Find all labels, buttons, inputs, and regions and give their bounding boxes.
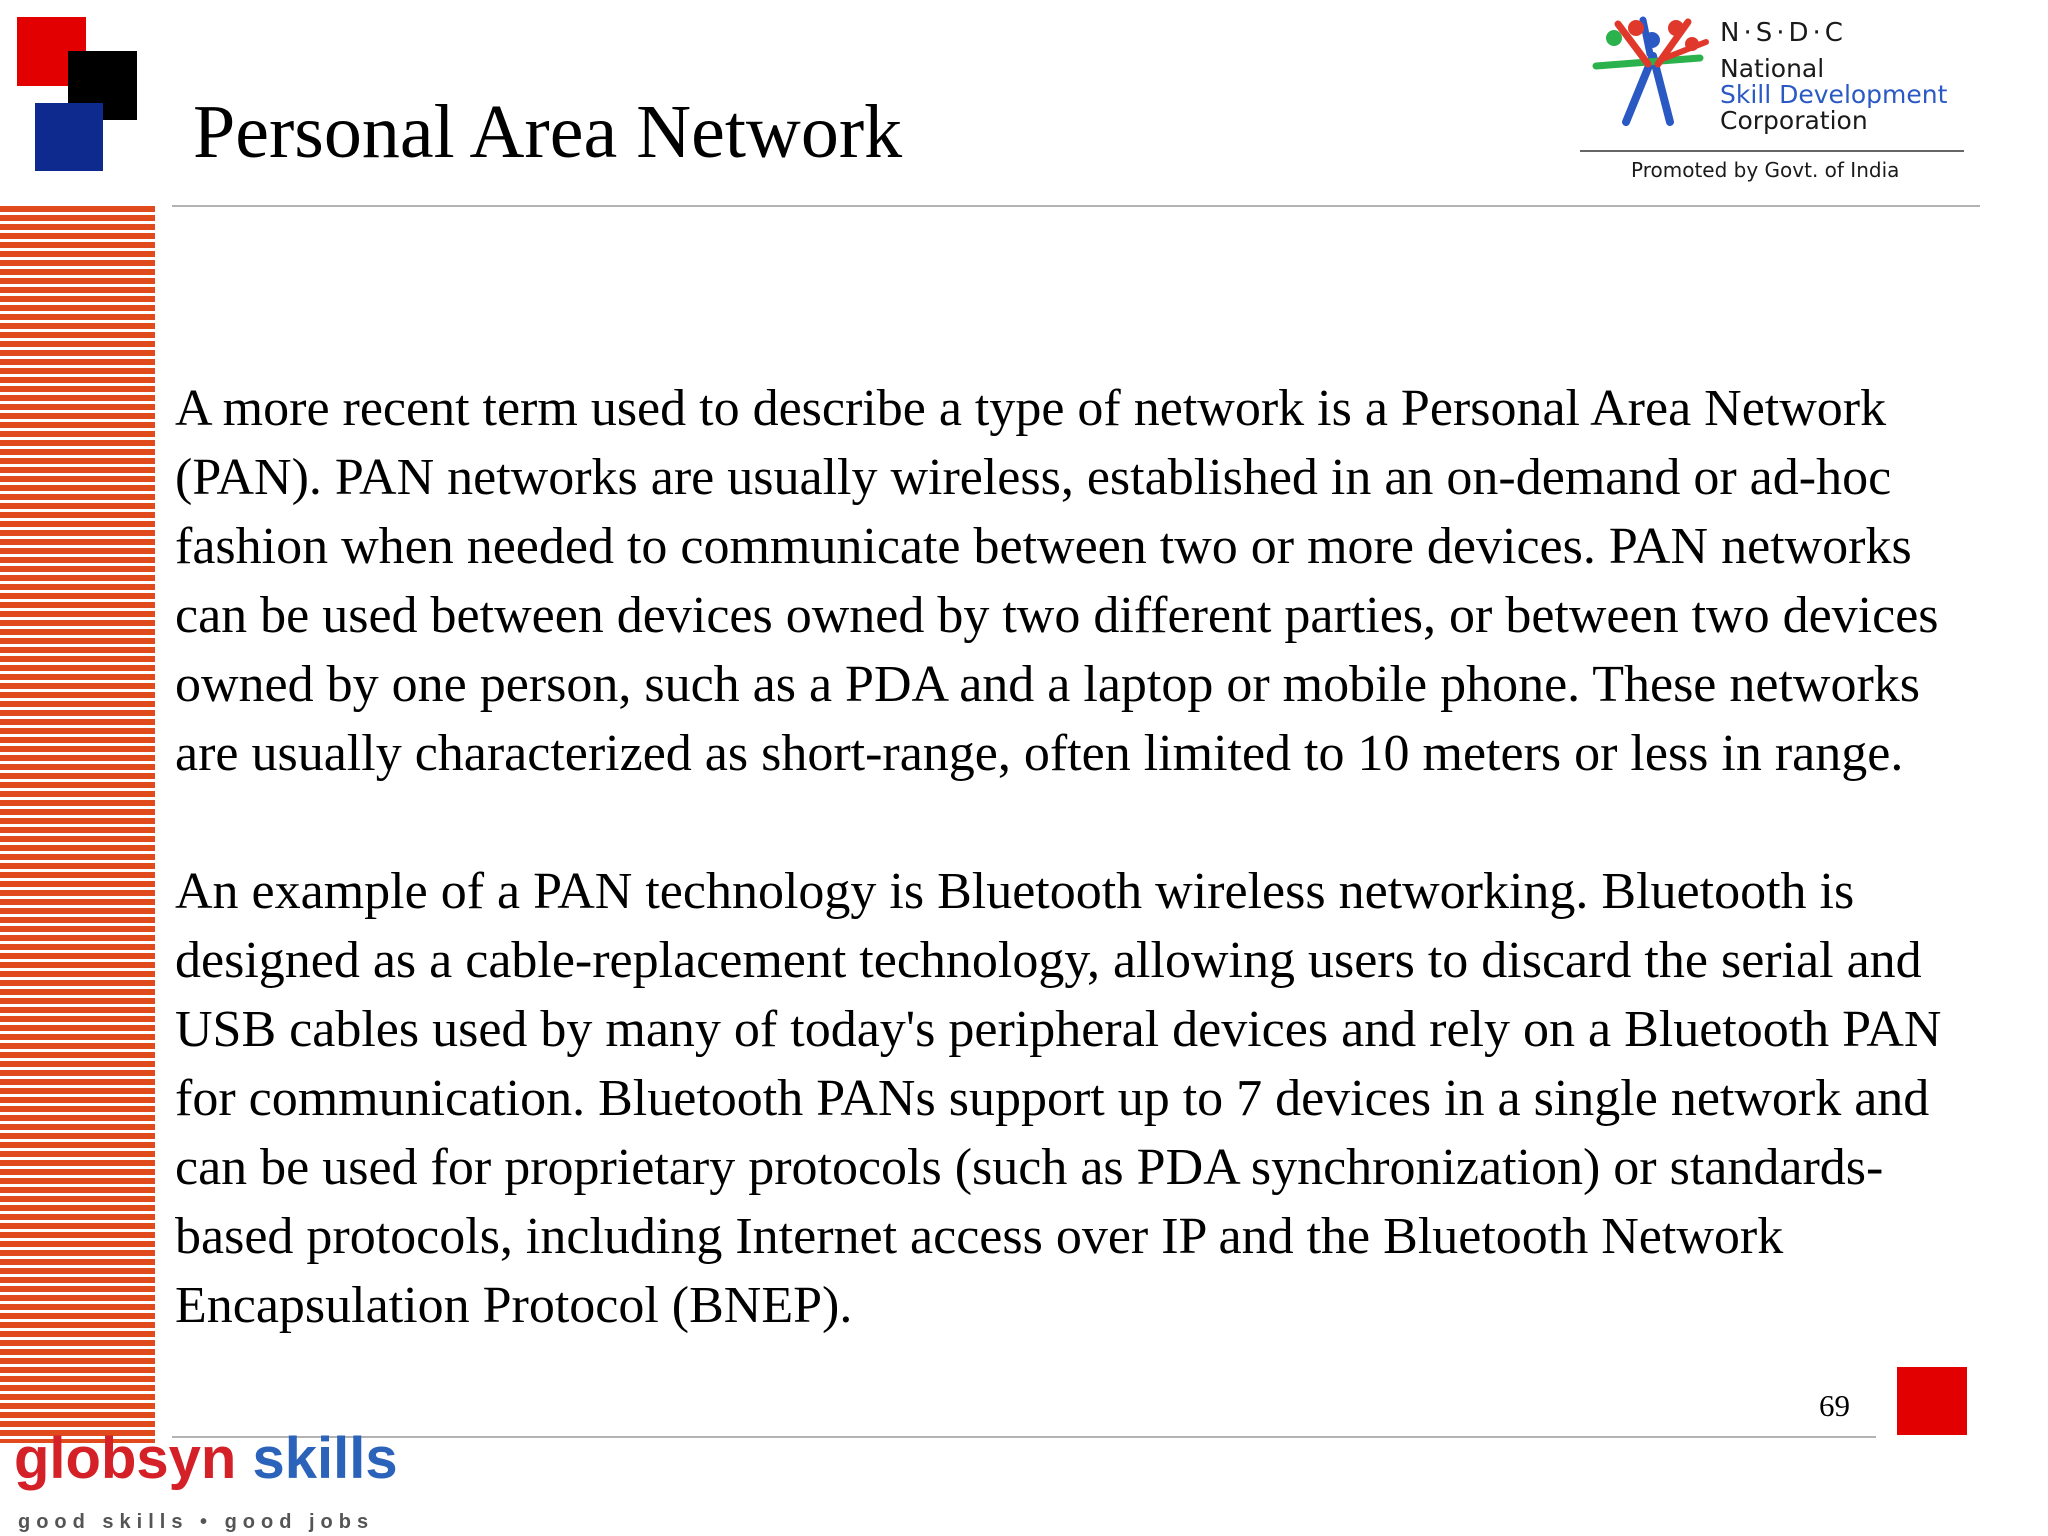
- nsdc-name-corporation: Corporation: [1720, 106, 1868, 135]
- footer-red-square: [1897, 1367, 1967, 1435]
- globsyn-logo: [14, 1424, 398, 1494]
- globsyn-word: globsyn: [14, 1426, 237, 1491]
- nsdc-logo: [1580, 14, 1980, 189]
- paragraph-bluetooth-example: An example of a PAN technology is Bluetooth wireless networking. Bluetooth is designed as a cable-replacement technology, allowing users to discard the serial and USB cables used by many of today's peripheral devices and rely on a Bluetooth PAN for communication. Bluetooth PANs support up to 7 devices in a single network and can be used for proprietary protocols (such as PDA synchronization) or standards-based protocols, including Internet access over IP and the Bluetooth Network Encapsulation Protocol (BNEP).: [175, 863, 1942, 1334]
- page-number: 69: [1819, 1388, 1850, 1423]
- slide-title: Personal Area Network: [193, 90, 903, 174]
- nsdc-divider: [1580, 150, 1964, 152]
- nsdc-promoted-text: Promoted by Govt. of India: [1631, 158, 1900, 182]
- nsdc-name-national: National: [1720, 54, 1825, 83]
- skills-word: skills: [252, 1426, 398, 1491]
- title-divider: [172, 205, 1980, 207]
- paragraph-pan-definition: A more recent term used to describe a type of network is a Personal Area Network (PAN). PAN networks are usually wireless, established in an on-demand or ad-hoc fashion when needed to communicate between two or more devices. PAN networks can be used between devices owned by two different parties, or between two devices owned by one person, such as a PDA and a laptop or mobile phone. These networks are usually characterized as short-range, often limited to 10 meters or less in range.: [175, 380, 1939, 782]
- slide-body: [175, 374, 1975, 1340]
- footer-divider: [172, 1436, 1876, 1438]
- corner-logo-blue-square: [35, 103, 103, 171]
- nsdc-people-icon: [1588, 14, 1718, 134]
- nsdc-name-skill-development: Skill Development: [1720, 80, 1948, 109]
- nsdc-abbreviation: N·S·D·C: [1720, 18, 1847, 48]
- decorative-stripe-bar: [0, 206, 155, 1443]
- globsyn-tagline: good skills • good jobs: [18, 1511, 375, 1533]
